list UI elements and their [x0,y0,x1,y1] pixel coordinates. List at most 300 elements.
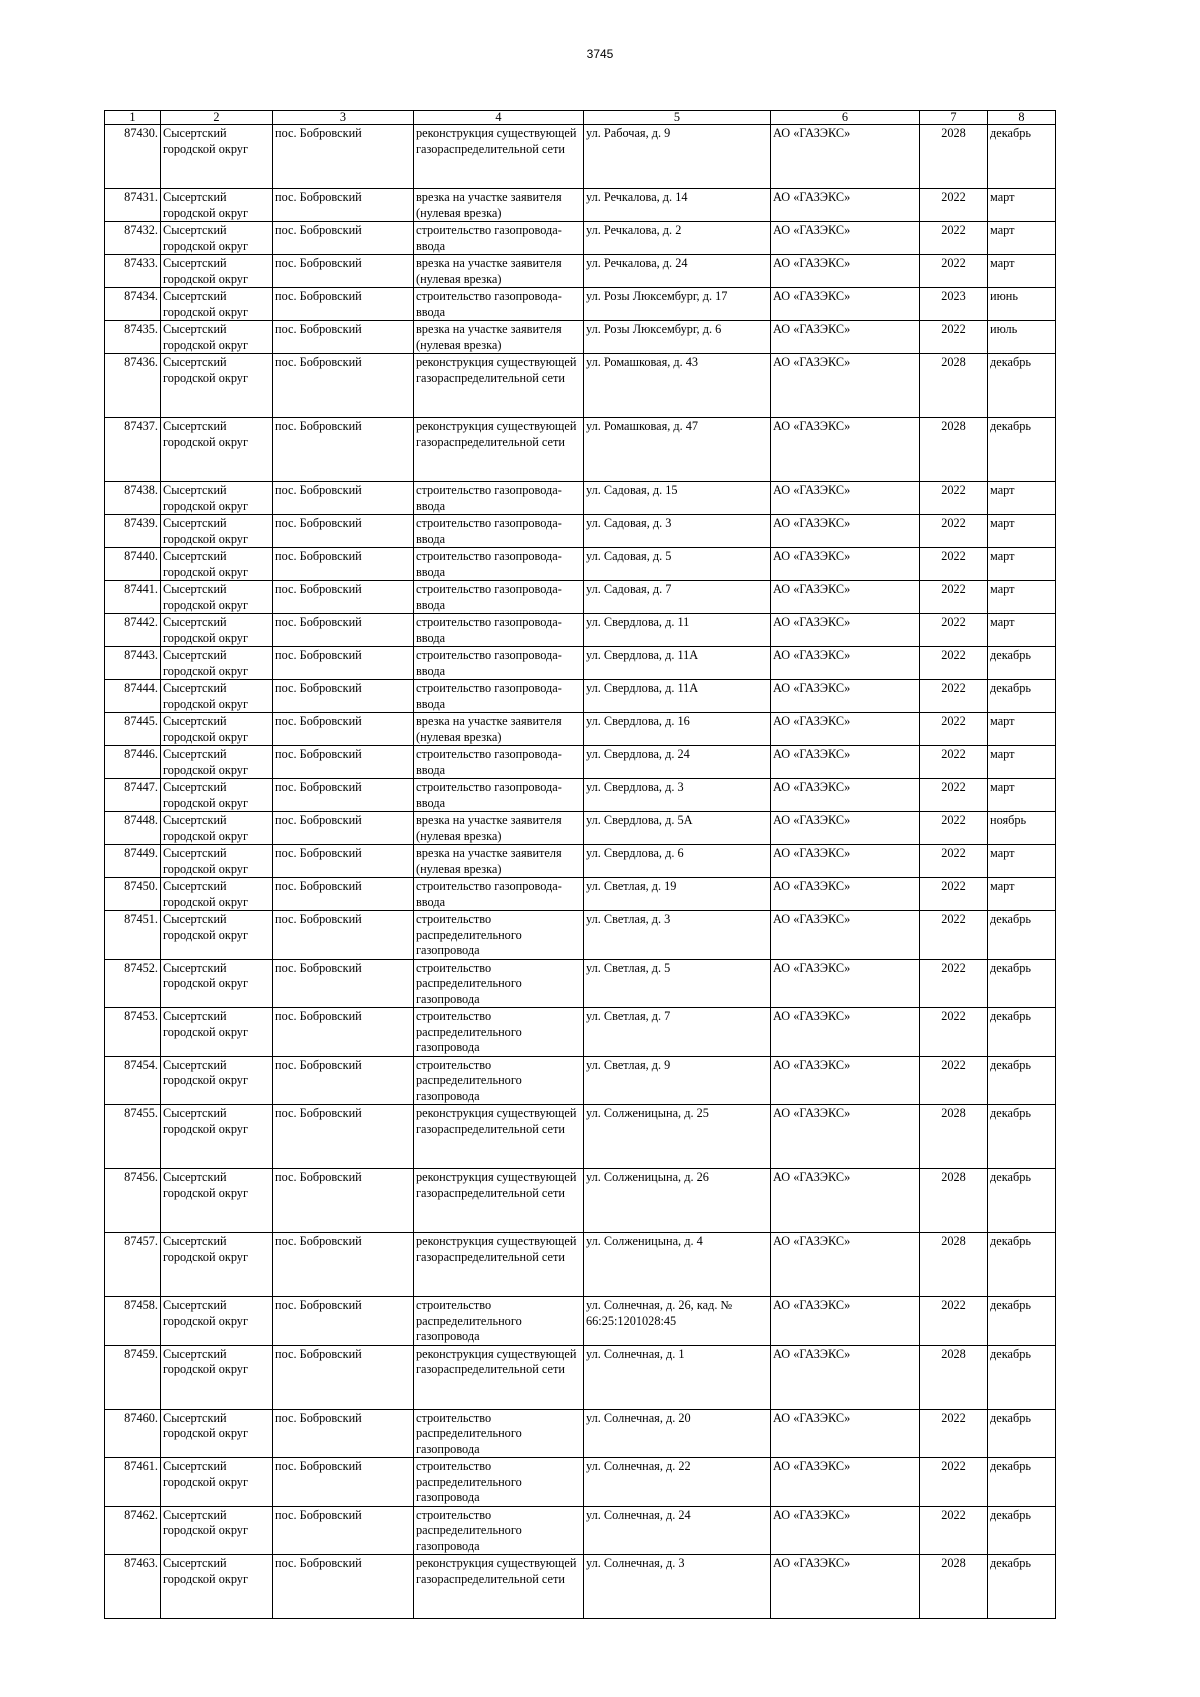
cell-settlement: пос. Бобровский [273,911,414,960]
cell-municipality: Сысертский городской округ [161,959,273,1008]
cell-operator: АО «ГАЗЭКС» [771,222,920,255]
cell-settlement: пос. Бобровский [273,1345,414,1409]
cell-month: март [988,746,1056,779]
cell-month: декабрь [988,1345,1056,1409]
cell-month: июль [988,321,1056,354]
cell-address: ул. Светлая, д. 7 [584,1008,771,1057]
cell-municipality: Сысертский городской округ [161,1506,273,1555]
cell-operator: АО «ГАЗЭКС» [771,680,920,713]
cell-operator: АО «ГАЗЭКС» [771,1555,920,1619]
cell-municipality: Сысертский городской округ [161,1458,273,1507]
cell-year: 2022 [920,746,988,779]
cell-settlement: пос. Бобровский [273,418,414,482]
cell-year: 2022 [920,713,988,746]
cell-municipality: Сысертский городской округ [161,1297,273,1346]
cell-month: декабрь [988,1056,1056,1105]
cell-address: ул. Ромашковая, д. 47 [584,418,771,482]
cell-row-number: 87431. [105,189,161,222]
cell-municipality: Сысертский городской округ [161,354,273,418]
cell-address: ул. Садовая, д. 7 [584,581,771,614]
cell-operator: АО «ГАЗЭКС» [771,1506,920,1555]
cell-month: март [988,189,1056,222]
cell-row-number: 87433. [105,255,161,288]
cell-settlement: пос. Бобровский [273,1105,414,1169]
cell-year: 2022 [920,1297,988,1346]
cell-work-type: строительство газопровода-ввода [414,779,584,812]
cell-work-type: строительство распределительного газопровода [414,1056,584,1105]
table-row [105,1409,1056,1458]
cell-operator: АО «ГАЗЭКС» [771,548,920,581]
cell-operator: АО «ГАЗЭКС» [771,878,920,911]
cell-address: ул. Садовая, д. 15 [584,482,771,515]
cell-settlement: пос. Бобровский [273,515,414,548]
cell-municipality: Сысертский городской округ [161,189,273,222]
cell-address: ул. Свердлова, д. 5А [584,812,771,845]
cell-month: ноябрь [988,812,1056,845]
cell-operator: АО «ГАЗЭКС» [771,515,920,548]
cell-address: ул. Садовая, д. 5 [584,548,771,581]
cell-row-number: 87454. [105,1056,161,1105]
cell-year: 2022 [920,614,988,647]
cell-operator: АО «ГАЗЭКС» [771,746,920,779]
cell-operator: АО «ГАЗЭКС» [771,482,920,515]
cell-year: 2022 [920,581,988,614]
cell-row-number: 87463. [105,1555,161,1619]
cell-address: ул. Солнечная, д. 22 [584,1458,771,1507]
cell-operator: АО «ГАЗЭКС» [771,189,920,222]
cell-row-number: 87449. [105,845,161,878]
cell-month: декабрь [988,1458,1056,1507]
column-header-3: 3 [273,111,414,125]
table-row [105,647,1056,680]
cell-operator: АО «ГАЗЭКС» [771,288,920,321]
cell-year: 2022 [920,1008,988,1057]
cell-municipality: Сысертский городской округ [161,1345,273,1409]
cell-address: ул. Солнечная, д. 24 [584,1506,771,1555]
cell-settlement: пос. Бобровский [273,746,414,779]
cell-operator: АО «ГАЗЭКС» [771,959,920,1008]
gas-network-registry-table [104,110,1056,1619]
cell-municipality: Сысертский городской округ [161,746,273,779]
cell-address: ул. Речкалова, д. 14 [584,189,771,222]
cell-row-number: 87438. [105,482,161,515]
cell-settlement: пос. Бобровский [273,321,414,354]
cell-work-type: строительство распределительного газопровода [414,1297,584,1346]
cell-operator: АО «ГАЗЭКС» [771,1105,920,1169]
cell-municipality: Сысертский городской округ [161,125,273,189]
cell-address: ул. Садовая, д. 3 [584,515,771,548]
cell-month: март [988,581,1056,614]
cell-municipality: Сысертский городской округ [161,614,273,647]
cell-row-number: 87442. [105,614,161,647]
cell-work-type: врезка на участке заявителя (нулевая врезка) [414,713,584,746]
cell-settlement: пос. Бобровский [273,1409,414,1458]
cell-municipality: Сысертский городской округ [161,288,273,321]
cell-month: март [988,515,1056,548]
cell-municipality: Сысертский городской округ [161,713,273,746]
cell-operator: АО «ГАЗЭКС» [771,614,920,647]
cell-address: ул. Солженицына, д. 25 [584,1105,771,1169]
cell-settlement: пос. Бобровский [273,878,414,911]
cell-row-number: 87441. [105,581,161,614]
cell-municipality: Сысертский городской округ [161,1169,273,1233]
cell-month: декабрь [988,680,1056,713]
cell-settlement: пос. Бобровский [273,779,414,812]
cell-year: 2022 [920,189,988,222]
cell-settlement: пос. Бобровский [273,812,414,845]
cell-work-type: строительство газопровода-ввода [414,222,584,255]
table-row [105,1105,1056,1169]
column-header-8: 8 [988,111,1056,125]
cell-month: март [988,614,1056,647]
cell-work-type: строительство газопровода-ввода [414,482,584,515]
cell-municipality: Сысертский городской округ [161,680,273,713]
table-row [105,1169,1056,1233]
cell-year: 2028 [920,1169,988,1233]
cell-row-number: 87460. [105,1409,161,1458]
cell-row-number: 87457. [105,1233,161,1297]
table-row [105,1233,1056,1297]
table-row [105,1506,1056,1555]
cell-month: декабрь [988,1506,1056,1555]
cell-row-number: 87439. [105,515,161,548]
cell-row-number: 87430. [105,125,161,189]
cell-address: ул. Солнечная, д. 20 [584,1409,771,1458]
cell-year: 2028 [920,418,988,482]
cell-settlement: пос. Бобровский [273,255,414,288]
cell-municipality: Сысертский городской округ [161,321,273,354]
cell-row-number: 87453. [105,1008,161,1057]
cell-operator: АО «ГАЗЭКС» [771,1297,920,1346]
table-row [105,288,1056,321]
cell-row-number: 87456. [105,1169,161,1233]
cell-work-type: врезка на участке заявителя (нулевая врезка) [414,189,584,222]
cell-operator: АО «ГАЗЭКС» [771,1233,920,1297]
cell-month: декабрь [988,911,1056,960]
cell-municipality: Сысертский городской округ [161,845,273,878]
cell-work-type: реконструкция существующей газораспределительной сети [414,418,584,482]
cell-year: 2022 [920,779,988,812]
cell-work-type: реконструкция существующей газораспределительной сети [414,1345,584,1409]
cell-row-number: 87451. [105,911,161,960]
column-header-2: 2 [161,111,273,125]
cell-work-type: врезка на участке заявителя (нулевая врезка) [414,255,584,288]
cell-settlement: пос. Бобровский [273,845,414,878]
cell-row-number: 87446. [105,746,161,779]
cell-address: ул. Ромашковая, д. 43 [584,354,771,418]
cell-work-type: врезка на участке заявителя (нулевая врезка) [414,845,584,878]
cell-settlement: пос. Бобровский [273,647,414,680]
cell-operator: АО «ГАЗЭКС» [771,812,920,845]
cell-month: март [988,255,1056,288]
cell-settlement: пос. Бобровский [273,189,414,222]
cell-month: декабрь [988,647,1056,680]
cell-month: декабрь [988,354,1056,418]
cell-year: 2022 [920,222,988,255]
cell-settlement: пос. Бобровский [273,1233,414,1297]
cell-work-type: строительство распределительного газопровода [414,1008,584,1057]
cell-settlement: пос. Бобровский [273,548,414,581]
table-row [105,1458,1056,1507]
cell-settlement: пос. Бобровский [273,482,414,515]
table-body [105,125,1056,1619]
cell-operator: АО «ГАЗЭКС» [771,647,920,680]
cell-row-number: 87444. [105,680,161,713]
cell-settlement: пос. Бобровский [273,713,414,746]
table-row [105,482,1056,515]
table-row [105,354,1056,418]
cell-work-type: реконструкция существующей газораспределительной сети [414,1105,584,1169]
cell-operator: АО «ГАЗЭКС» [771,1169,920,1233]
table-row [105,125,1056,189]
cell-work-type: строительство распределительного газопровода [414,1458,584,1507]
cell-municipality: Сысертский городской округ [161,1056,273,1105]
cell-municipality: Сысертский городской округ [161,515,273,548]
table-row [105,548,1056,581]
cell-operator: АО «ГАЗЭКС» [771,1409,920,1458]
cell-work-type: реконструкция существующей газораспределительной сети [414,1233,584,1297]
cell-settlement: пос. Бобровский [273,1297,414,1346]
cell-address: ул. Свердлова, д. 6 [584,845,771,878]
table-row [105,1056,1056,1105]
cell-settlement: пос. Бобровский [273,222,414,255]
table-row [105,959,1056,1008]
cell-year: 2022 [920,959,988,1008]
cell-row-number: 87434. [105,288,161,321]
cell-month: декабрь [988,418,1056,482]
cell-year: 2022 [920,548,988,581]
cell-work-type: строительство распределительного газопровода [414,911,584,960]
cell-row-number: 87437. [105,418,161,482]
cell-year: 2022 [920,515,988,548]
cell-row-number: 87459. [105,1345,161,1409]
table-row [105,713,1056,746]
cell-year: 2023 [920,288,988,321]
cell-address: ул. Свердлова, д. 3 [584,779,771,812]
cell-month: март [988,779,1056,812]
cell-year: 2022 [920,1409,988,1458]
cell-month: март [988,878,1056,911]
cell-work-type: строительство газопровода-ввода [414,878,584,911]
cell-municipality: Сысертский городской округ [161,647,273,680]
cell-work-type: строительство газопровода-ввода [414,746,584,779]
table-row [105,222,1056,255]
cell-row-number: 87448. [105,812,161,845]
cell-settlement: пос. Бобровский [273,1008,414,1057]
page-number: 3745 [586,47,614,61]
cell-work-type: строительство газопровода-ввода [414,581,584,614]
cell-address: ул. Солнечная, д. 3 [584,1555,771,1619]
cell-year: 2028 [920,354,988,418]
cell-year: 2028 [920,1345,988,1409]
table-row [105,1008,1056,1057]
cell-row-number: 87447. [105,779,161,812]
cell-month: декабрь [988,1008,1056,1057]
cell-row-number: 87435. [105,321,161,354]
cell-address: ул. Рабочая, д. 9 [584,125,771,189]
cell-municipality: Сысертский городской округ [161,418,273,482]
cell-work-type: строительство газопровода-ввода [414,647,584,680]
cell-row-number: 87462. [105,1506,161,1555]
cell-operator: АО «ГАЗЭКС» [771,779,920,812]
cell-municipality: Сысертский городской округ [161,1105,273,1169]
cell-month: июнь [988,288,1056,321]
cell-row-number: 87452. [105,959,161,1008]
cell-month: декабрь [988,1409,1056,1458]
cell-address: ул. Речкалова, д. 24 [584,255,771,288]
cell-month: декабрь [988,1555,1056,1619]
cell-operator: АО «ГАЗЭКС» [771,354,920,418]
cell-settlement: пос. Бобровский [273,1506,414,1555]
cell-address: ул. Розы Люксембург, д. 6 [584,321,771,354]
column-header-7: 7 [920,111,988,125]
table-row [105,255,1056,288]
table-row [105,1345,1056,1409]
cell-month: декабрь [988,1233,1056,1297]
cell-settlement: пос. Бобровский [273,680,414,713]
cell-operator: АО «ГАЗЭКС» [771,321,920,354]
column-header-1: 1 [105,111,161,125]
cell-settlement: пос. Бобровский [273,581,414,614]
cell-month: март [988,713,1056,746]
cell-year: 2022 [920,680,988,713]
cell-address: ул. Светлая, д. 19 [584,878,771,911]
cell-row-number: 87461. [105,1458,161,1507]
cell-operator: АО «ГАЗЭКС» [771,1008,920,1057]
cell-month: декабрь [988,959,1056,1008]
cell-year: 2028 [920,1555,988,1619]
cell-operator: АО «ГАЗЭКС» [771,1345,920,1409]
cell-work-type: врезка на участке заявителя (нулевая врезка) [414,812,584,845]
cell-municipality: Сысертский городской округ [161,222,273,255]
cell-operator: АО «ГАЗЭКС» [771,1458,920,1507]
cell-address: ул. Светлая, д. 5 [584,959,771,1008]
cell-address: ул. Солнечная, д. 26, кад. № 66:25:1201028:45 [584,1297,771,1346]
cell-address: ул. Солнечная, д. 1 [584,1345,771,1409]
cell-year: 2028 [920,1105,988,1169]
cell-operator: АО «ГАЗЭКС» [771,255,920,288]
table-row [105,1555,1056,1619]
cell-municipality: Сысертский городской округ [161,255,273,288]
cell-year: 2022 [920,1056,988,1105]
cell-month: март [988,548,1056,581]
cell-settlement: пос. Бобровский [273,354,414,418]
cell-year: 2022 [920,1458,988,1507]
cell-operator: АО «ГАЗЭКС» [771,911,920,960]
cell-settlement: пос. Бобровский [273,1056,414,1105]
table-row [105,515,1056,548]
cell-work-type: реконструкция существующей газораспределительной сети [414,354,584,418]
table-row [105,680,1056,713]
cell-row-number: 87450. [105,878,161,911]
cell-row-number: 87458. [105,1297,161,1346]
table-row [105,746,1056,779]
cell-year: 2022 [920,255,988,288]
cell-address: ул. Розы Люксембург, д. 17 [584,288,771,321]
cell-month: март [988,482,1056,515]
cell-settlement: пос. Бобровский [273,614,414,647]
cell-year: 2022 [920,321,988,354]
cell-address: ул. Свердлова, д. 11А [584,680,771,713]
table-row [105,845,1056,878]
cell-row-number: 87436. [105,354,161,418]
cell-month: декабрь [988,1105,1056,1169]
table-row [105,779,1056,812]
cell-work-type: реконструкция существующей газораспределительной сети [414,1555,584,1619]
column-header-5: 5 [584,111,771,125]
cell-year: 2022 [920,1506,988,1555]
cell-year: 2028 [920,1233,988,1297]
table-row [105,878,1056,911]
cell-settlement: пос. Бобровский [273,1555,414,1619]
cell-address: ул. Светлая, д. 9 [584,1056,771,1105]
cell-work-type: строительство газопровода-ввода [414,548,584,581]
cell-year: 2022 [920,845,988,878]
cell-municipality: Сысертский городской округ [161,878,273,911]
cell-operator: АО «ГАЗЭКС» [771,845,920,878]
table-row [105,418,1056,482]
cell-municipality: Сысертский городской округ [161,779,273,812]
table-row [105,321,1056,354]
cell-operator: АО «ГАЗЭКС» [771,1056,920,1105]
cell-address: ул. Свердлова, д. 24 [584,746,771,779]
cell-work-type: реконструкция существующей газораспределительной сети [414,125,584,189]
cell-address: ул. Свердлова, д. 11А [584,647,771,680]
cell-address: ул. Солженицына, д. 4 [584,1233,771,1297]
cell-operator: АО «ГАЗЭКС» [771,581,920,614]
cell-year: 2022 [920,812,988,845]
table-row [105,812,1056,845]
cell-settlement: пос. Бобровский [273,125,414,189]
cell-row-number: 87443. [105,647,161,680]
cell-year: 2022 [920,878,988,911]
cell-work-type: строительство газопровода-ввода [414,614,584,647]
cell-year: 2022 [920,482,988,515]
cell-settlement: пос. Бобровский [273,288,414,321]
cell-row-number: 87432. [105,222,161,255]
column-header-4: 4 [414,111,584,125]
cell-month: декабрь [988,1169,1056,1233]
cell-month: март [988,222,1056,255]
cell-municipality: Сысертский городской округ [161,548,273,581]
table-header [105,111,1056,125]
cell-year: 2022 [920,911,988,960]
cell-month: март [988,845,1056,878]
cell-operator: АО «ГАЗЭКС» [771,418,920,482]
cell-municipality: Сысертский городской округ [161,1555,273,1619]
cell-operator: АО «ГАЗЭКС» [771,713,920,746]
cell-work-type: реконструкция существующей газораспределительной сети [414,1169,584,1233]
cell-row-number: 87440. [105,548,161,581]
cell-month: декабрь [988,125,1056,189]
cell-work-type: строительство газопровода-ввода [414,515,584,548]
header-row [105,111,1056,125]
cell-operator: АО «ГАЗЭКС» [771,125,920,189]
cell-settlement: пос. Бобровский [273,959,414,1008]
cell-address: ул. Свердлова, д. 11 [584,614,771,647]
cell-settlement: пос. Бобровский [273,1169,414,1233]
table-row [105,1297,1056,1346]
cell-municipality: Сысертский городской округ [161,1008,273,1057]
cell-address: ул. Солженицына, д. 26 [584,1169,771,1233]
cell-row-number: 87455. [105,1105,161,1169]
cell-municipality: Сысертский городской округ [161,911,273,960]
cell-address: ул. Речкалова, д. 2 [584,222,771,255]
cell-address: ул. Свердлова, д. 16 [584,713,771,746]
cell-work-type: строительство распределительного газопровода [414,1409,584,1458]
cell-work-type: строительство распределительного газопровода [414,959,584,1008]
cell-settlement: пос. Бобровский [273,1458,414,1507]
